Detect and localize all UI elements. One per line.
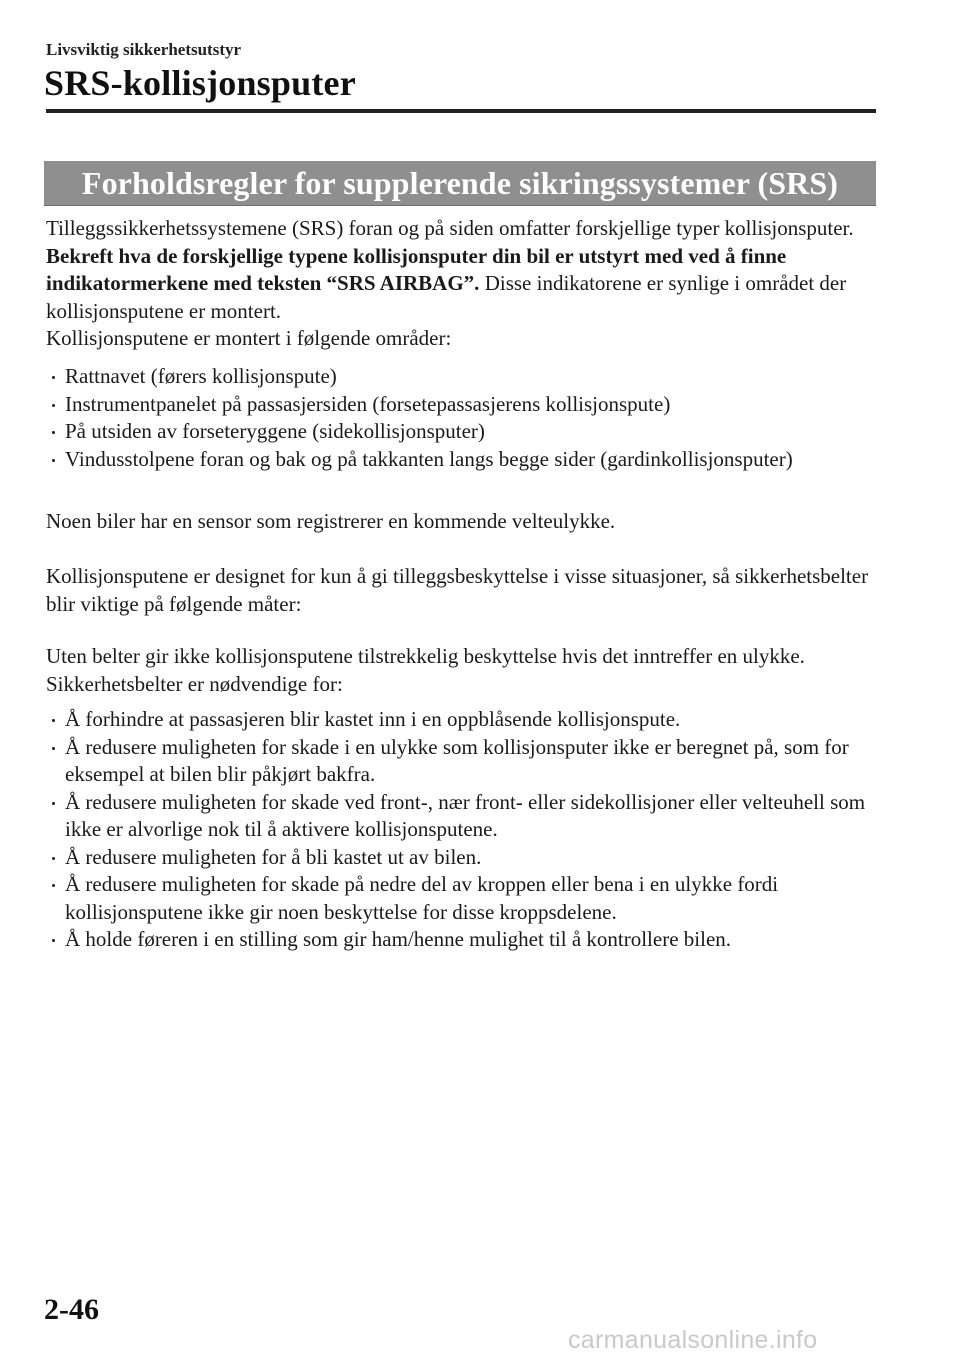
list-item: Å redusere muligheten for skade på nedre del av kroppen eller bena i en ulykke fordi kollisjonsputene ikke gir noen beskyttelse for disse kroppsdelene. — [46, 871, 886, 926]
without-belts-paragraph: Uten belter gir ikke kollisjonsputene tilstrekkelig beskyttelse hvis det inntreffer en ulykke. Sikkerhetsbelter er nødvendige for: — [46, 644, 805, 696]
list-item: På utsiden av forseteryggene (sidekollisjonsputer) — [46, 418, 886, 446]
list-item: Rattnavet (førers kollisjonspute) — [46, 363, 886, 391]
intro-bold-text: Bekreft hva de forskjellige typene kollisjonsputer din bil er utstyrt med ved å finne indikatormerkene med teksten “SRS AIRBAG”. — [46, 243, 787, 295]
page-number: 2-46 — [44, 1293, 99, 1326]
list-item: Å redusere muligheten for skade ved front-, nær front- eller sidekollisjoner eller velteuhell som ikke er alvorlige nok til å aktivere kollisjonsputene. — [46, 789, 886, 844]
section-banner — [44, 161, 876, 206]
list-item: Vindusstolpene foran og bak og på takkanten langs begge sider (gardinkollisjonsputer) — [46, 446, 886, 474]
list-item: Instrumentpanelet på passasjersiden (forsetepassasjerens kollisjonspute) — [46, 391, 886, 419]
list-item: Å redusere muligheten for skade i en ulykke som kollisjonsputer ikke er beregnet på, som for eksempel at bilen blir påkjørt bakfra. — [46, 734, 886, 789]
header-rule — [46, 109, 876, 113]
list-item: Å forhindre at passasjeren blir kastet inn i en oppblåsende kollisjonspute. — [46, 706, 886, 734]
watermark: carmanualsonline.info — [568, 1326, 818, 1354]
belt-reasons-list — [46, 706, 886, 954]
list-item: Å redusere muligheten for å bli kastet ut av bilen. — [46, 844, 886, 872]
list-item: Å holde føreren i en stilling som gir ham/henne mulighet til å kontrollere bilen. — [46, 926, 886, 954]
intro-text-2: Disse indikatorene er synlige i området der kollisjonsputene er montert. — [46, 271, 847, 323]
intro-paragraph — [46, 215, 886, 325]
locations-lead: Kollisjonsputene er montert i følgende områder: — [46, 326, 452, 350]
intro-text-1: Tilleggssikkerhetssystemene (SRS) foran og på siden omfatter forskjellige typer kollisjonsputer. — [46, 216, 854, 240]
chapter-title: SRS-kollisjonsputer — [44, 63, 356, 103]
rollover-paragraph: Noen biler har en sensor som registrerer en kommende velteulykke. — [46, 509, 616, 533]
banner-title: Forholdsregler for supplerende sikringssystemer (SRS) — [81, 164, 839, 201]
section-label: Livsviktig sikkerhetsutstyr — [46, 40, 242, 59]
airbag-location-list — [46, 363, 886, 473]
designed-paragraph: Kollisjonsputene er designet for kun å gi tilleggsbeskyttelse i visse situasjoner, så sikkerhetsbelter blir viktige på følgende måter: — [46, 564, 869, 616]
